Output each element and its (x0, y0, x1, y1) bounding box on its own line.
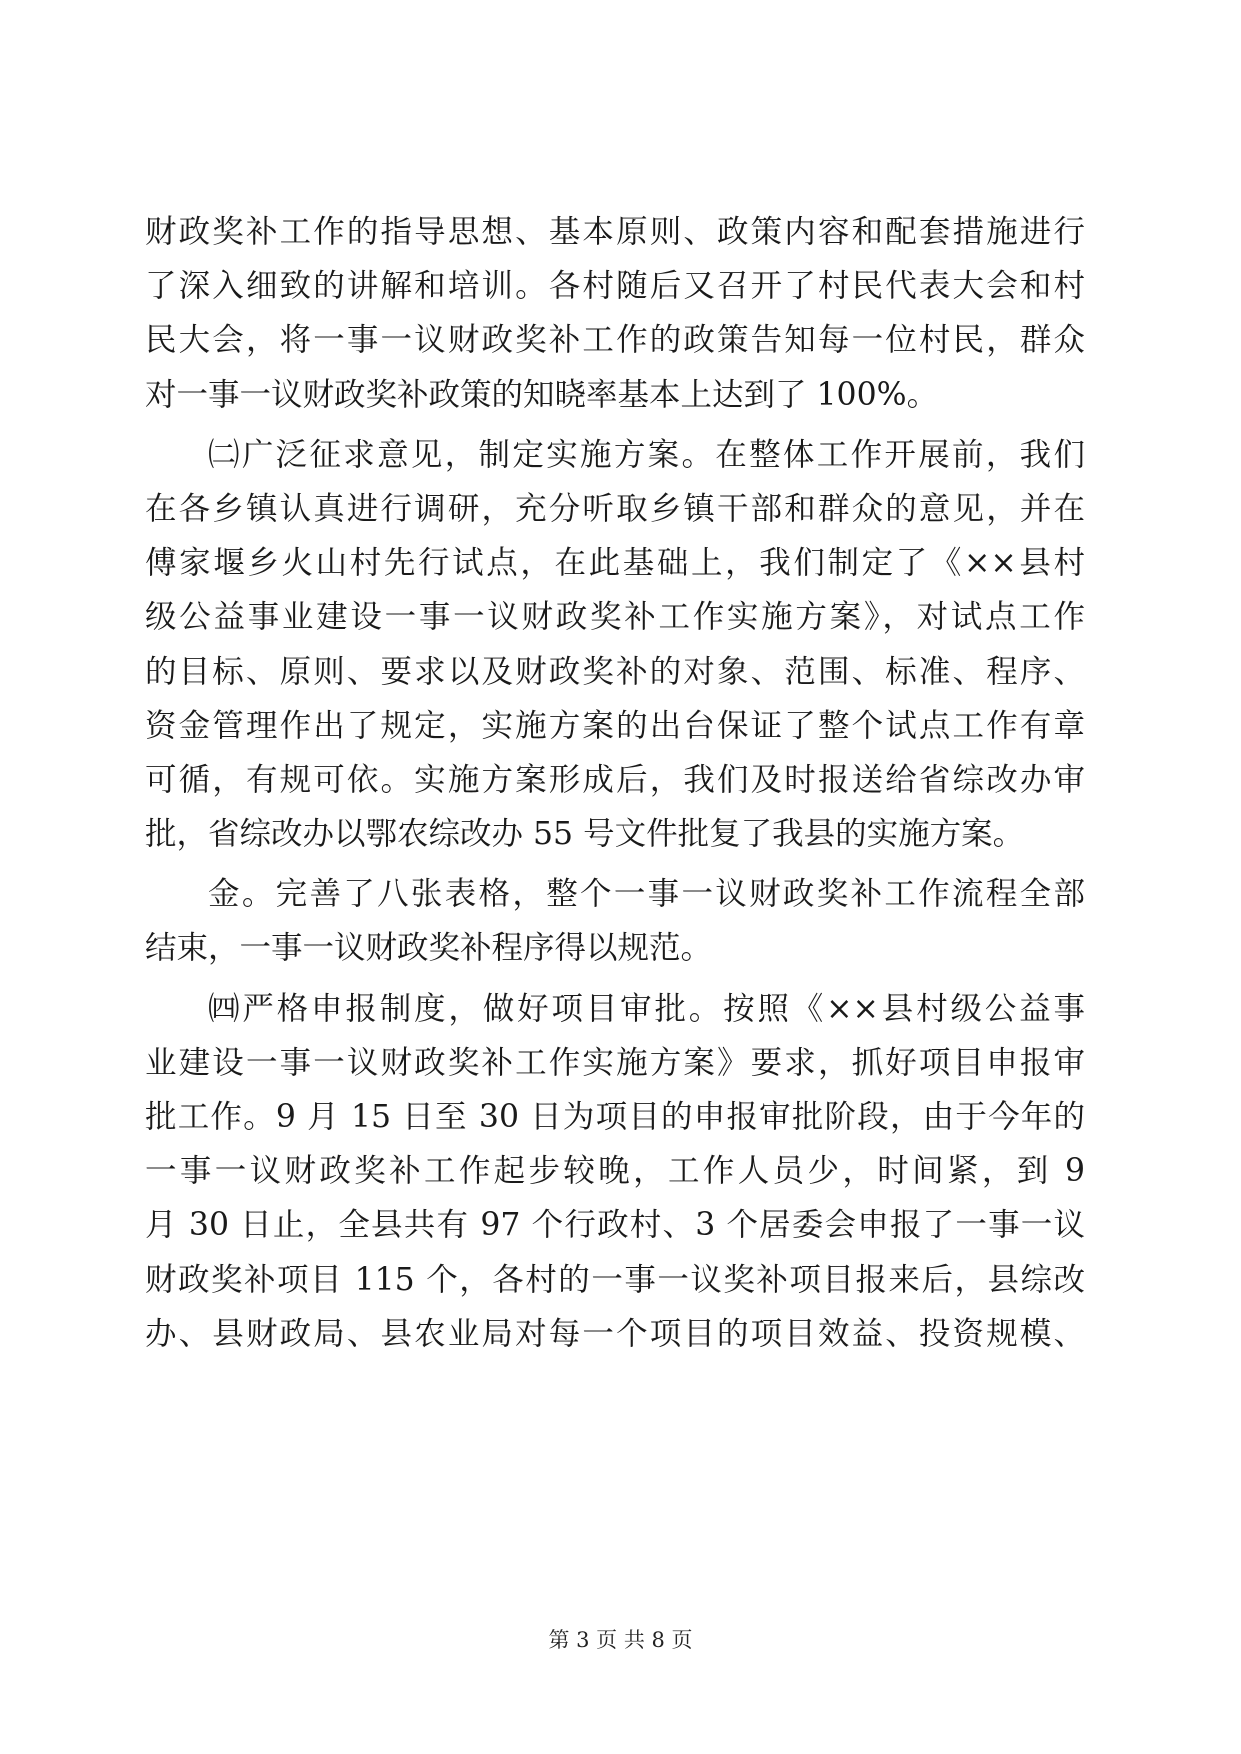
text-line: 级公益事业建设一事一议财政奖补工作实施方案》，对试点工作 (145, 599, 1085, 636)
text-line: 资金管理作出了规定，实施方案的出台保证了整个试点工作有章 (145, 707, 1085, 744)
text-line: 在各乡镇认真进行调研，充分听取乡镇干部和群众的意见，并在 (145, 490, 1085, 527)
text-line: 了深入细致的讲解和培训。各村随后又召开了村民代表大会和村 (145, 268, 1085, 305)
text-line: 办、县财政局、县农业局对每一个项目的项目效益、投资规模、 (145, 1315, 1085, 1352)
text-line: 批工作。9 月 15 日至 30 日为项目的申报审批阶段，由于今年的 (145, 1099, 1085, 1135)
text-line: 金。完善了八张表格，整个一事一议财政奖补工作流程全部 (208, 876, 1085, 913)
text-line: ㈣严格申报制度，做好项目审批。按照《××县村级公益事 (208, 990, 1085, 1027)
text-line: 一事一议财政奖补工作起步较晚，工作人员少，时间紧，到 9 (145, 1153, 1085, 1190)
text-line: 财政奖补项目 115 个，各村的一事一议奖补项目报来后，县综改 (145, 1261, 1085, 1298)
document-body (145, 205, 1085, 1361)
text-line: 结束，一事一议财政奖补程序得以规范。 (145, 930, 713, 967)
page-number-footer: 第 3 页 共 8 页 (548, 1628, 693, 1652)
text-line: 的目标、原则、要求以及财政奖补的对象、范围、标准、程序、 (145, 653, 1085, 690)
text-line: 业建设一事一议财政奖补工作实施方案》要求，抓好项目申报审 (145, 1044, 1085, 1081)
text-line: 财政奖补工作的指导思想、基本原则、政策内容和配套措施进行 (145, 214, 1085, 250)
text-line: 对一事一议财政奖补政策的知晓率基本上达到了 100%。 (145, 376, 939, 413)
text-line: 月 30 日止，全县共有 97 个行政村、3 个居委会申报了一事一议 (145, 1207, 1085, 1244)
text-line: 民大会，将一事一议财政奖补工作的政策告知每一位村民，群众 (145, 322, 1085, 359)
text-line: 可循，有规可依。实施方案形成后，我们及时报送给省综改办审 (145, 761, 1085, 798)
text-line: 傅家堰乡火山村先行试点，在此基础上，我们制定了《××县村 (145, 545, 1085, 582)
text-line: ㈡广泛征求意见，制定实施方案。在整体工作开展前，我们 (208, 436, 1085, 473)
text-line: 批，省综改办以鄂农综改办 55 号文件批复了我县的实施方案。 (145, 816, 1025, 853)
